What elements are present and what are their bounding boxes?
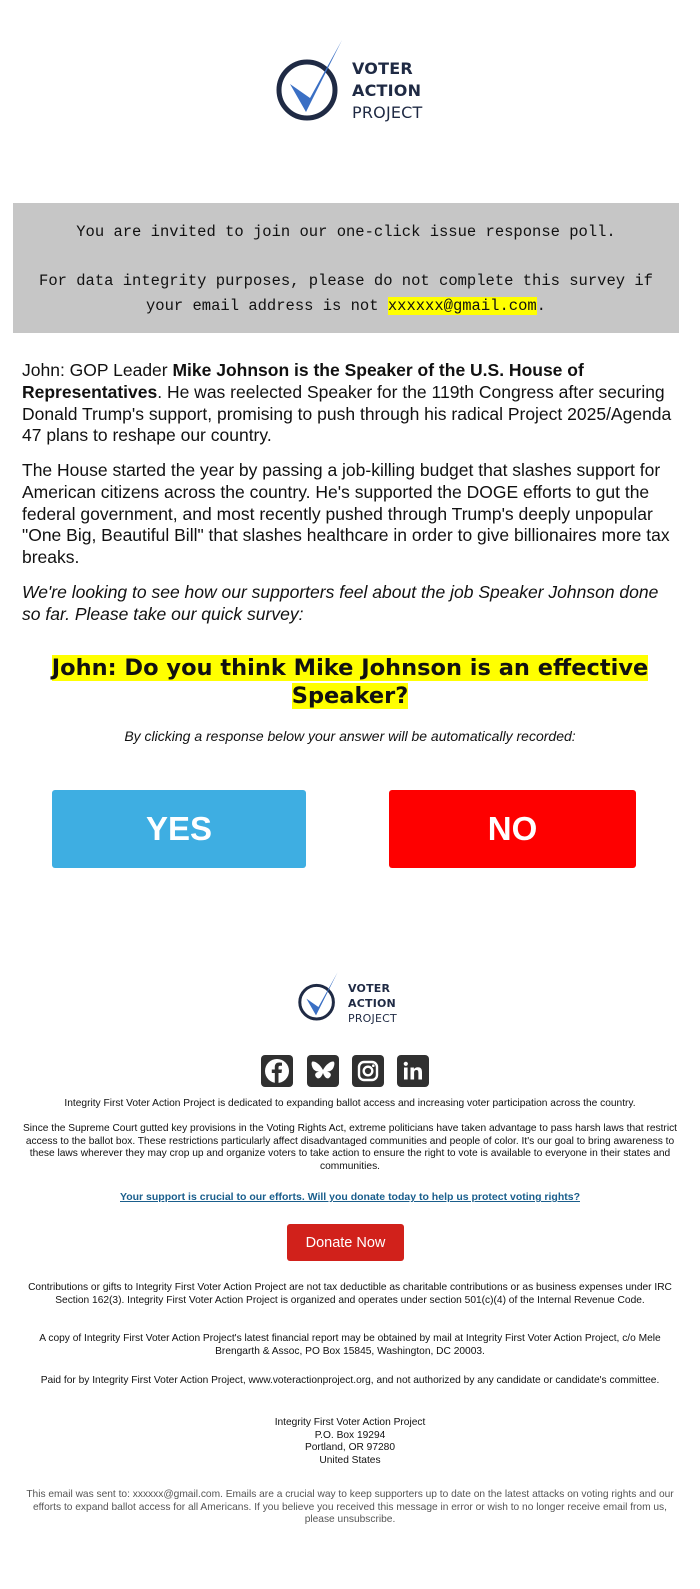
instagram-icon[interactable] bbox=[352, 1055, 384, 1087]
donate-support-link[interactable]: Your support is crucial to our efforts. Will you donate today to help us protect voting rights? bbox=[120, 1191, 580, 1203]
logo-line-project: PROJECT bbox=[352, 103, 423, 122]
address-line-country: United States bbox=[319, 1454, 381, 1466]
footer-sent-to: This email was sent to: xxxxxx@gmail.com. Emails are a crucial way to keep supporters up to date on the latest attacks on voting rights and our efforts to expand ballot access for all Americans. If you believe you received this message in error or wish to no longer receive email from us, please unsubscribe. bbox=[26, 1489, 674, 1526]
facebook-icon[interactable] bbox=[261, 1055, 293, 1087]
poll-notice-box bbox=[13, 203, 679, 333]
footer-logo-line-voter: VOTER bbox=[348, 982, 391, 995]
footer-tax-disclaimer: Contributions or gifts to Integrity First Voter Action Project are not tax deductible as charitable contributions or as business expenses under IRC Section 162(3). Integrity First Voter Action Project is organized and operates under section 501(c)(4) of the Internal Revenue Code. bbox=[28, 1282, 672, 1306]
notice-email-highlight: xxxxxx@gmail.com bbox=[387, 297, 537, 315]
footer-supreme-court: Since the Supreme Court gutted key provisions in the Voting Rights Act, extreme politicians have taken advantage to pass harsh laws that restrict access to the ballot box. These restrictions particularly affect disadvantaged communities and people of color. It's our goal to bring awareness to these laws wherever they may crop up and organize voters to take action to ensure the right to vote is available to everyone in their states and communities. bbox=[22, 1123, 678, 1172]
donate-now-button[interactable]: Donate Now bbox=[287, 1224, 404, 1261]
p1-intro: John: GOP Leader bbox=[22, 360, 173, 380]
poll-question-line-1: John: Do you think Mike Johnson is an effective bbox=[51, 655, 649, 681]
footer-logo bbox=[298, 968, 408, 1028]
body-paragraph-1 bbox=[22, 360, 678, 447]
yes-button[interactable]: YES bbox=[52, 790, 306, 868]
address-line-city: Portland, OR 97280 bbox=[304, 1442, 396, 1454]
body-paragraph-2: The House started the year by passing a job-killing budget that slashes support for American citizens across the country. He's supported the DOGE efforts to gut the federal government, and most recently pushed through Trump's deeply unpopular "One Big, Beautiful Bill" that slashes healthcare in order to give billionaires more tax breaks. bbox=[22, 460, 670, 568]
footer-logo-wordmark bbox=[348, 981, 397, 1026]
body-paragraph-3: We're looking to see how our supporters feel about the job Speaker Johnson done so far. Please take our quick survey: bbox=[22, 582, 659, 624]
linkedin-icon[interactable] bbox=[397, 1055, 429, 1087]
poll-question bbox=[40, 654, 660, 710]
checkmark-logo-icon bbox=[298, 968, 346, 1028]
p1-bold: Mike Johnson is the Speaker of the U.S. House of Representatives bbox=[22, 360, 584, 402]
footer-mission: Integrity First Voter Action Project is dedicated to expanding ballot access and increasing voter participation across the country. bbox=[64, 1098, 636, 1109]
footer-paid-for: Paid for by Integrity First Voter Action Project, www.voteractionproject.org, and not authorized by any candidate or candidate's committee. bbox=[40, 1375, 660, 1386]
address-line-org: Integrity First Voter Action Project bbox=[274, 1417, 426, 1428]
notice-integrity-suffix: . bbox=[536, 297, 546, 315]
footer-logo-line-action: ACTION bbox=[348, 997, 396, 1010]
p1-rest: . He was reelected Speaker for the 119th Congress after securing Donald Trump's support, promising to push through his radical Project 2025/Agenda 47 plans to reshape our country. bbox=[22, 381, 672, 446]
notice-invite-text: You are invited to join our one-click issue response poll. bbox=[76, 223, 616, 241]
poll-note: By clicking a response below your answer will be automatically recorded: bbox=[124, 728, 576, 744]
notice-integrity-prefix: For data integrity purposes, please do not complete this survey if your email address is not bbox=[39, 272, 653, 315]
poll-question-line-2: Speaker? bbox=[291, 683, 409, 709]
logo-line-voter: VOTER bbox=[352, 59, 413, 78]
footer-financial-report: A copy of Integrity First Voter Action Project's latest financial report may be obtained by mail at Integrity First Voter Action Project, c/o Mele Brengarth & Assoc, PO Box 15845, Washington, DC 20003. bbox=[39, 1333, 661, 1357]
notice-integrity-text bbox=[29, 269, 663, 319]
logo-wordmark bbox=[352, 58, 423, 124]
header-logo bbox=[276, 38, 426, 128]
logo-line-action: ACTION bbox=[352, 81, 422, 100]
address-line-box: P.O. Box 19294 bbox=[314, 1429, 386, 1441]
checkmark-logo-icon bbox=[276, 38, 356, 128]
footer-logo-line-project: PROJECT bbox=[348, 1012, 397, 1025]
bluesky-icon[interactable] bbox=[307, 1055, 339, 1087]
no-button[interactable]: NO bbox=[389, 790, 636, 868]
footer-address bbox=[0, 1417, 700, 1467]
